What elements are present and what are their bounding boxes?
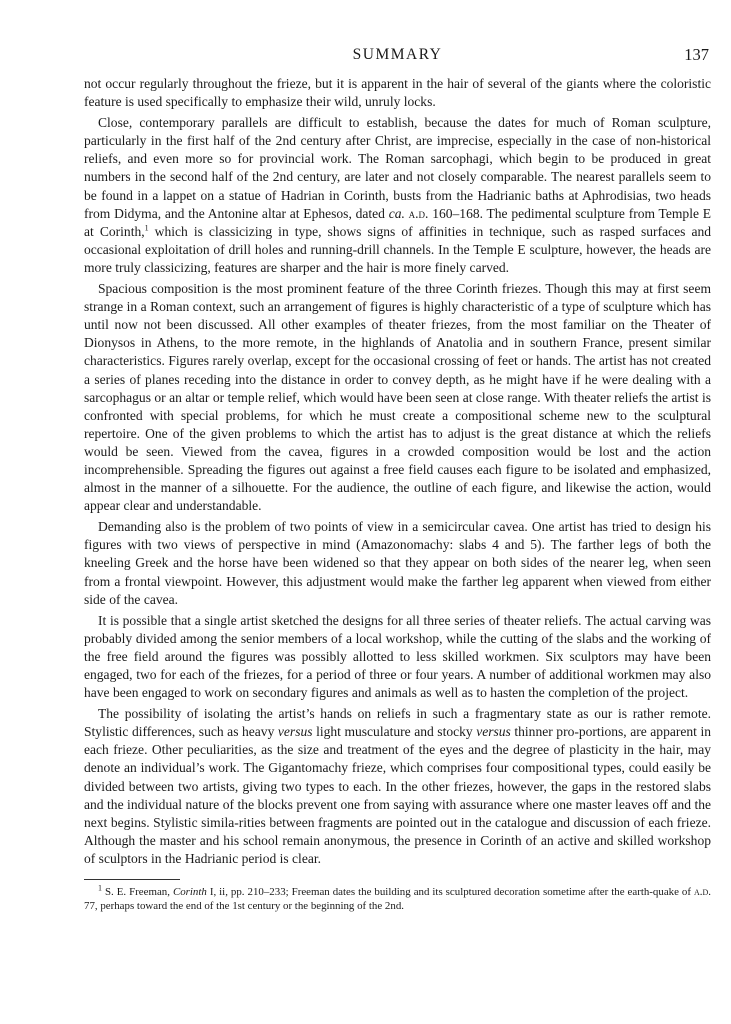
document-page — [84, 46, 711, 913]
footnote-rule — [84, 879, 180, 880]
page-number: 137 — [684, 45, 709, 64]
text-run: light musculature and stocky — [312, 724, 477, 740]
page-header — [84, 46, 711, 70]
footnote-ref: 1 — [144, 223, 149, 233]
paragraph-workshop: It is possible that a single artist sketched the designs for all three series of theater reliefs. The actual carving was probably divided among the senior members of a local workshop, while the cutting of the slabs and the working of the free field around the figures was possibly allotted to less skilled workmen. Six sculptors may have been engaged, two for each of the friezes, for a period of three or four years. A number of additional workmen may also have been engaged to work on secondary figures and animals as well as to hasten the completion of the project. — [84, 612, 711, 701]
footnote-text: I, ii, pp. 210–233; Freeman dates the building and its sculptured decoration sometime after the earth-quake of — [206, 886, 694, 899]
italic-ca: ca. — [388, 205, 405, 221]
text-run: 160–168. The pedimental sculpture from Temple E at Corinth, — [84, 205, 712, 239]
body-text — [84, 75, 711, 868]
text-run: thinner pro-portions, are apparent in each frieze. Other peculiarities, as the size and treatment of the eyes and the degree of plasticity in the hair, may denote an individual’s work. The Gigantomachy frieze, which comprises four compositional types, could easily be divided between two artists, giving two types to each. In the other friezes, however, the gaps in the restored slabs and the individual nature of the blocks prevent one from saying with assurance where one master leaves off and the next begins. Stylistic simila-rities between fragments are pointed out in the catalogue and discussion of each frieze. Although the master and his school remain anonymous, the presence in Corinth of an active and skilled workshop of sculptors in the Hadrianic period is clear. — [84, 724, 711, 866]
footnote-work-title: Corinth — [172, 886, 207, 899]
paragraph-continuation: not occur regularly throughout the frieze, but it is apparent in the hair of several of the giants where the coloristic feature is used specifically to emphasize their wild, unruly locks. — [84, 76, 711, 110]
footnote-text: S. E. Freeman, — [102, 886, 173, 899]
paragraph-viewpoints: Demanding also is the problem of two points of view in a semicircular cavea. One artist has tried to design his figures with two views of perspective in mind (Amazonomachy: slabs 4 and 5). The farther legs of both the kneeling Greek and the horse have been widened so that they appear on both sides of the nearer leg, when seen from a frontal viewpoint. However, this adjustment would make the farther leg apparent when viewed from either side of the cavea. — [84, 519, 711, 607]
italic-versus: versus — [277, 724, 313, 740]
paragraph-composition: Spacious composition is the most prominent feature of the three Corinth friezes. Though this may at first seem strange in a Roman context, such an arrangement of figures is highly characteristic of a type of sculpture which has until now not been discussed. All other examples of theater friezes, from the most familiar on the Theater of Dionysos in Athens, to the more remote, in the highlands of Anatolia and in southern France, present similar characteristics. Figures rarely overlap, except for the occasional crossing of feet or hands. The artist has not created a series of planes receding into the distance in order to convey depth, as he might have if he were dealing with a sarcophagus or an altar or temple relief, which would have been seen at close range. With theater reliefs the artist is confronted with special problems, for which he must create a compositional scheme new to the sculptural repertoire. One of the given problems to which the artist has to adjust is the great distance at which the reliefs would be seen. Viewed from the cavea, figures in a crowded composition would be lost and the action incomprehensible. Spreading the figures out against a free field causes each figure to be isolated and emphasized, almost in the manner of a silhouette. For the audience, the outline of each figure, and likewise the action, would appear clear and understandable. — [84, 281, 711, 514]
footnote-text: 77, perhaps toward the end of the 1st century or the beginning of the 2nd. — [84, 900, 404, 913]
footnote — [84, 885, 711, 913]
paragraph-artists-hands — [84, 705, 711, 868]
italic-versus: versus — [476, 724, 511, 740]
text-run: Close, contemporary parallels are difficult to establish, because the dates for much of Roman sculpture, particularly in the first half of the 2nd century after Christ, are imprecise, especially in the case of non-historical reliefs, and even more so for provincial work. The Roman sarcophagi, which begin to be produced in great numbers in the second half of the 2nd century, are later and not closely comparable. The nearest parallels seem to be found in a lappet on a statue of Hadrian in Corinth, busts from the Hadrianic baths at Aphrodisias, two heads from Didyma, and the Antonine altar at Ephesos, dated — [84, 115, 711, 221]
paragraph-parallels — [84, 114, 711, 277]
footnote-number: 1 — [98, 883, 102, 893]
smallcaps-ad: a.d. — [408, 205, 429, 221]
text-run: The possibility of isolating the artist’s hands on reliefs in such a fragmentary state as our is rather remote. Stylistic differences, such as heavy — [84, 706, 711, 740]
running-title: SUMMARY — [352, 46, 443, 63]
text-run: which is classicizing in type, shows signs of affinities in technique, such as rasped surfaces and occasional exploitation of drill holes and running-drill channels. In the Temple E sculpture, however, the heads are more truly classicizing, features are sharper and the hair is more finely carved. — [84, 223, 711, 275]
smallcaps-ad: a.d. — [694, 886, 711, 899]
